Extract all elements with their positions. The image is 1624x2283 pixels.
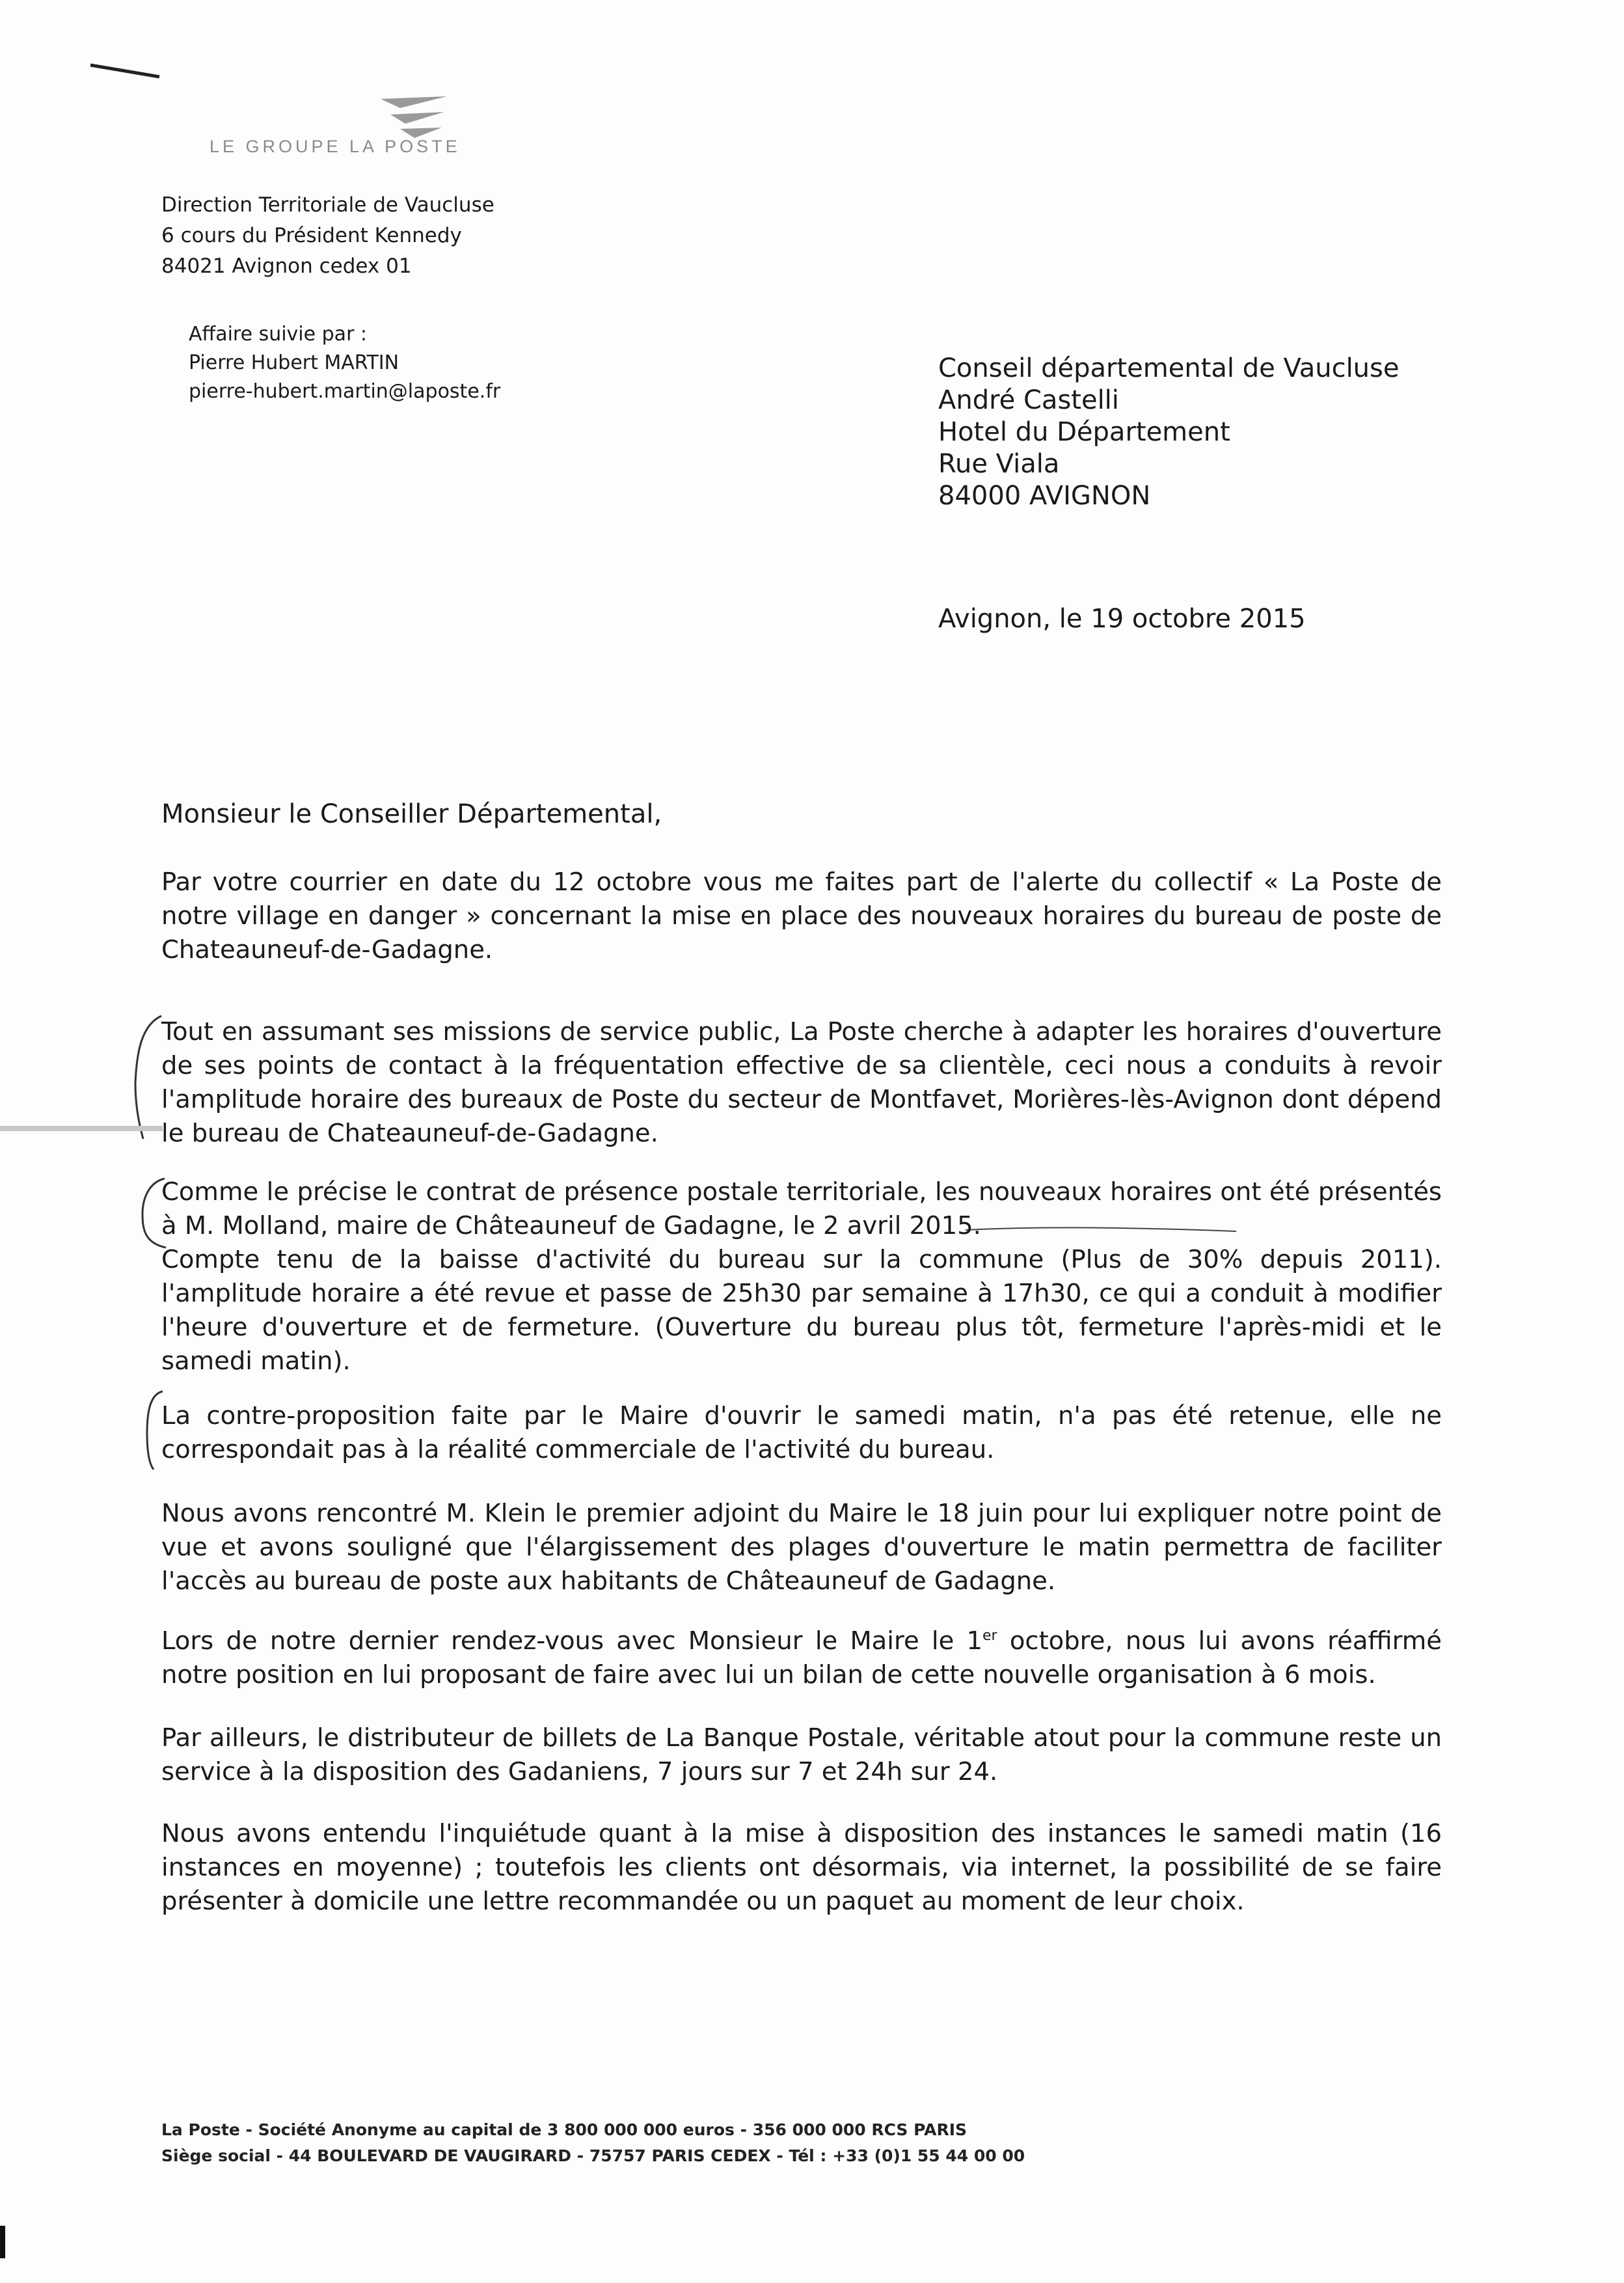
- recipient-line: Rue Viala: [938, 449, 1060, 479]
- contact-block: [189, 320, 500, 406]
- body-paragraph: [161, 1624, 1442, 1692]
- contact-email: pierre-hubert.martin@laposte.fr: [189, 380, 501, 403]
- recipient-line: André Castelli: [938, 385, 1119, 415]
- recipient-line: Conseil départemental de Vaucluse: [938, 353, 1400, 383]
- legal-footer: [161, 2117, 1025, 2169]
- sender-line: 84021 Avignon cedex 01: [161, 254, 412, 278]
- recipient-line: Hotel du Département: [938, 417, 1230, 447]
- scan-edge-mark: [0, 2226, 8, 2265]
- body-paragraph: Par votre courrier en date du 12 octobre vous me faites part de l'alerte du collectif « La Poste de notre village en danger » concernant la mise en place des nouveaux horaires du bureau de poste de Chateauneuf-de-Gadagne.: [161, 868, 1442, 964]
- body-paragraph: Par ailleurs, le distributeur de billets de La Banque Postale, véritable atout pour la commune reste un service à la disposition des Gadaniens, 7 jours sur 7 et 24h sur 24.: [161, 1723, 1442, 1786]
- body-paragraph: Nous avons entendu l'inquiétude quant à la mise à disposition des instances le samedi matin (16 instances en moyenne) ; toutefois les clients ont désormais, via internet, la possibilité de se faire présenter à domicile une lettre recommandée ou un paquet au moment de leur choix.: [161, 1819, 1442, 1916]
- contact-label: Affaire suivie par :: [189, 323, 368, 346]
- body-paragraph: Tout en assumant ses missions de service public, La Poste cherche à adapter les horaires d'ouverture de ses points de contact à la fréquentation effective de sa clientèle, ceci nous a conduits à revoir l'amplitude horaire des bureaux de Poste du secteur de Montfavet, Morières-lès-Avignon dont dépend le bureau de Chateauneuf-de-Gadagne.: [161, 1017, 1442, 1148]
- logo-text: LE GROUPE LA POSTE: [210, 137, 461, 156]
- scan-dash-mark: [88, 57, 166, 83]
- recipient-line: 84000 AVIGNON: [938, 481, 1151, 511]
- footer-line: La Poste - Société Anonyme au capital de 3 800 000 000 euros - 356 000 000 RCS PARIS: [161, 2120, 968, 2139]
- letter-date: Avignon, le 19 octobre 2015: [938, 604, 1306, 634]
- salutation: Monsieur le Conseiller Départemental,: [161, 799, 662, 829]
- la-poste-wings-icon: [374, 91, 452, 143]
- recipient-address: [938, 353, 1399, 512]
- contact-name: Pierre Hubert MARTIN: [189, 351, 399, 374]
- body-paragraph: Comme le précise le contrat de présence postale territoriale, les nouveaux horaires ont été présentés à M. Molland, maire de Châteauneuf de Gadagne, le 2 avril 2015.: [161, 1177, 1442, 1240]
- footer-line: Siège social - 44 BOULEVARD DE VAUGIRARD - 75757 PARIS CEDEX - Tél : +33 (0)1 55 44 00 00: [161, 2146, 1025, 2165]
- ordinal-superscript: er: [982, 1628, 997, 1645]
- body-paragraph: La contre-proposition faite par le Maire d'ouvrir le samedi matin, n'a pas été retenue, elle ne correspondait pas à la réalité commerciale de l'activité du bureau.: [161, 1401, 1442, 1464]
- sender-line: 6 cours du Président Kennedy: [161, 224, 462, 247]
- body-paragraph: Compte tenu de la baisse d'activité du bureau sur la commune (Plus de 30% depuis 2011). l'amplitude horaire a été revue et passe de 25h30 par semaine à 17h30, ce qui a conduit à modifier l'heure d'ouverture et de fermeture. (Ouverture du bureau plus tôt, fermeture l'après-midi et le samedi matin).: [161, 1245, 1442, 1376]
- body-text: Lors de notre dernier rendez-vous avec Monsieur le Maire le 1: [161, 1626, 983, 1656]
- sender-address: [161, 190, 494, 282]
- body-paragraph: Nous avons rencontré M. Klein le premier adjoint du Maire le 18 juin pour lui expliquer notre point de vue et avons souligné que l'élargissement des plages d'ouverture le matin permettra de faciliter l'accès au bureau de poste aux habitants de Châteauneuf de Gadagne.: [161, 1499, 1442, 1596]
- sender-line: Direction Territoriale de Vaucluse: [161, 193, 494, 217]
- body-text: octobre, nous lui avons réaffirmé notre position en lui proposant de faire avec lui un bilan de cette nouvelle organisation à 6 mois.: [161, 1626, 1442, 1689]
- scan-edge-mark: [0, 1123, 169, 1134]
